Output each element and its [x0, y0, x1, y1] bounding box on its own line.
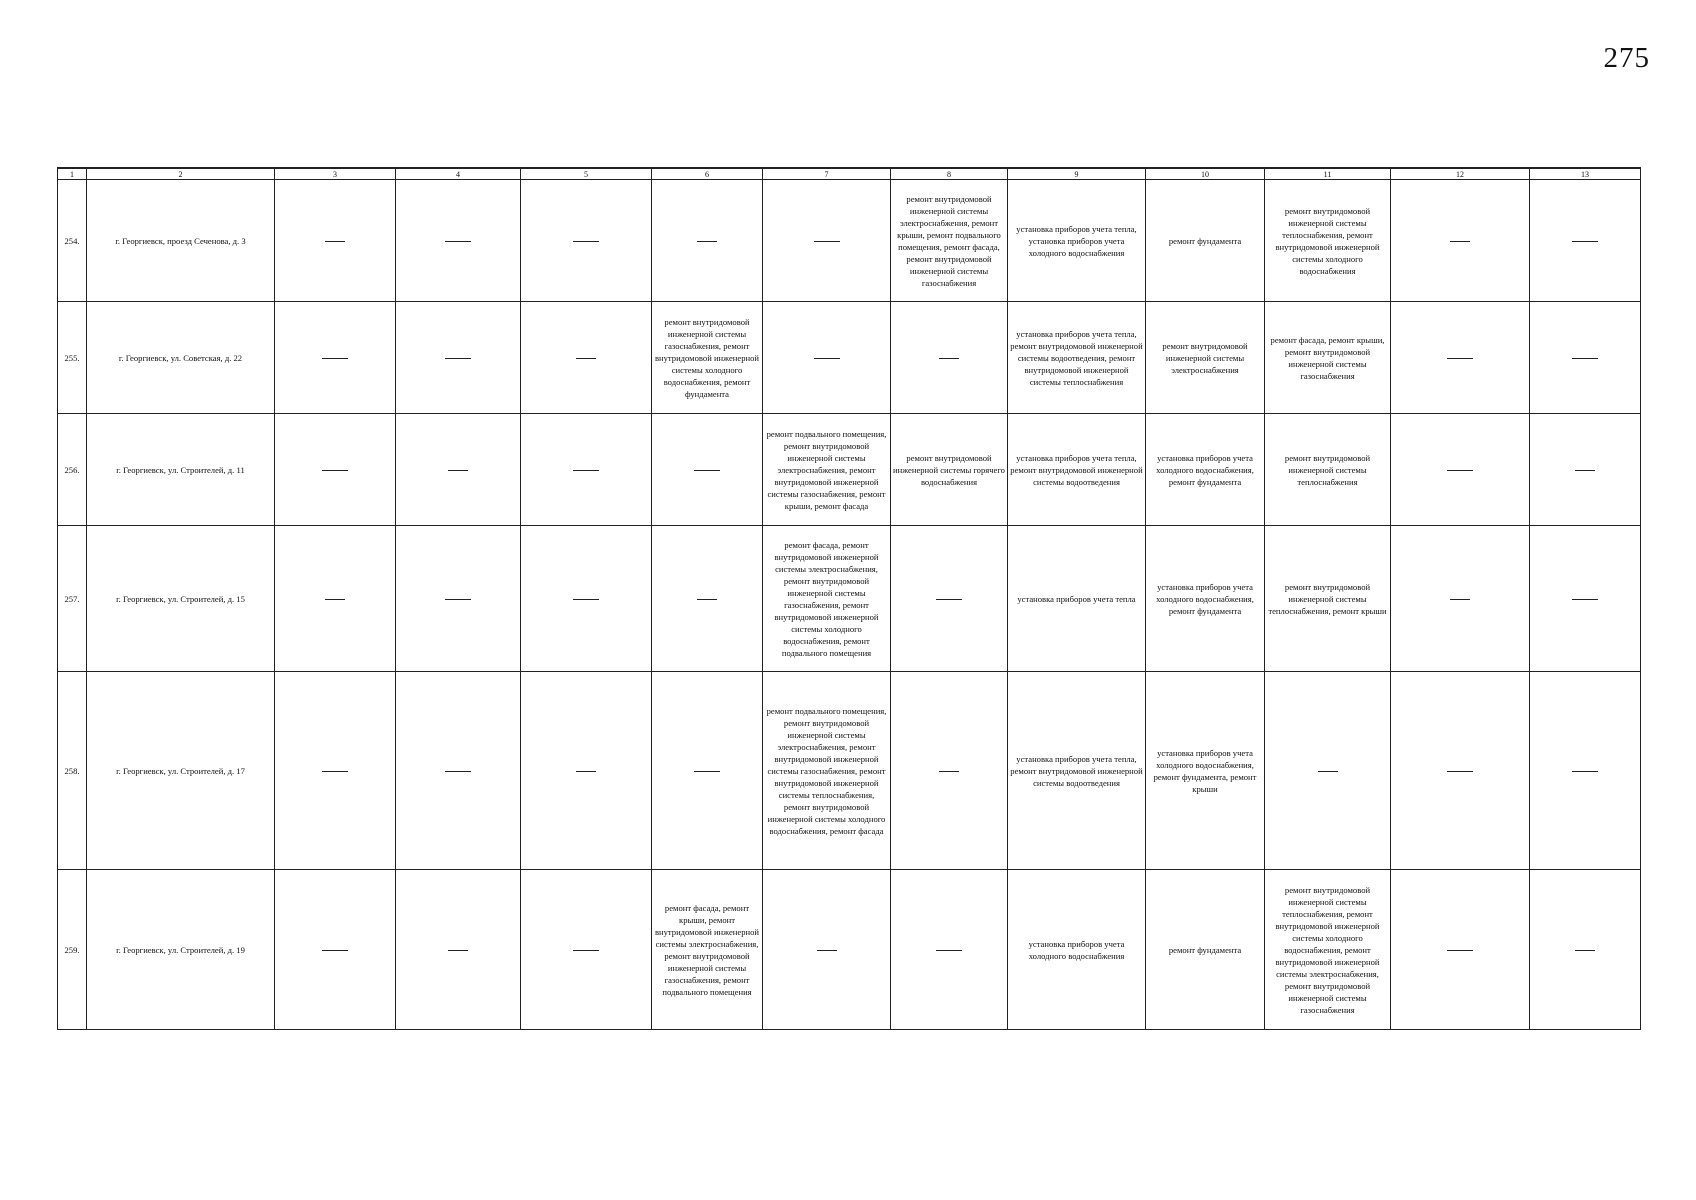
- empty-dash-cell: [1530, 870, 1641, 1030]
- work-description-cell: установка приборов учета холодного водоснабжения, ремонт фундамента: [1146, 414, 1265, 526]
- empty-dash-cell: [396, 302, 521, 414]
- empty-dash-cell: [1265, 672, 1391, 870]
- work-description-cell: ремонт внутридомовой инженерной системы теплоснабжения: [1265, 414, 1391, 526]
- address-cell: г. Георгиевск, ул. Строителей, д. 19: [87, 870, 275, 1030]
- work-description-cell: установка приборов учета тепла, ремонт внутридомовой инженерной системы водоотведения: [1008, 672, 1146, 870]
- dash-mark: [325, 241, 345, 242]
- column-number: 13: [1530, 168, 1641, 180]
- dash-mark: [939, 358, 959, 359]
- empty-dash-cell: [652, 180, 763, 302]
- column-number: 7: [763, 168, 891, 180]
- dash-mark: [694, 771, 720, 772]
- column-number: 2: [87, 168, 275, 180]
- empty-dash-cell: [275, 526, 396, 672]
- dash-mark: [1447, 950, 1473, 951]
- empty-dash-cell: [1391, 870, 1530, 1030]
- dash-mark: [1572, 771, 1598, 772]
- work-description-cell: установка приборов учета тепла, ремонт внутридомовой инженерной системы водоотведения: [1008, 414, 1146, 526]
- empty-dash-cell: [396, 414, 521, 526]
- column-number: 1: [58, 168, 87, 180]
- work-description-cell: установка приборов учета тепла, установка приборов учета холодного водоснабжения: [1008, 180, 1146, 302]
- dash-mark: [814, 358, 840, 359]
- dash-mark: [1318, 771, 1338, 772]
- address-cell: г. Георгиевск, ул. Строителей, д. 11: [87, 414, 275, 526]
- dash-mark: [325, 599, 345, 600]
- empty-dash-cell: [521, 870, 652, 1030]
- work-description-cell: ремонт фасада, ремонт крыши, ремонт внутридомовой инженерной системы газоснабжения: [1265, 302, 1391, 414]
- empty-dash-cell: [763, 302, 891, 414]
- empty-dash-cell: [521, 302, 652, 414]
- column-number: 6: [652, 168, 763, 180]
- dash-mark: [573, 950, 599, 951]
- dash-mark: [445, 241, 471, 242]
- work-description-cell: ремонт фасада, ремонт крыши, ремонт внутридомовой инженерной системы электроснабжения, ремонт внутридомовой инженерной системы газоснабжения, ремонт подвального помещения: [652, 870, 763, 1030]
- dash-mark: [694, 470, 720, 471]
- empty-dash-cell: [396, 526, 521, 672]
- empty-dash-cell: [1530, 302, 1641, 414]
- table-row: [58, 180, 1641, 302]
- dash-mark: [576, 358, 596, 359]
- empty-dash-cell: [396, 180, 521, 302]
- work-description-cell: ремонт внутридомовой инженерной системы теплоснабжения, ремонт внутридомовой инженерной системы холодного водоснабжения, ремонт внутридомовой инженерной системы электроснабжения, ремонт внутридомовой инженерной системы газоснабжения: [1265, 870, 1391, 1030]
- empty-dash-cell: [1391, 180, 1530, 302]
- dash-mark: [1450, 241, 1470, 242]
- empty-dash-cell: [1530, 414, 1641, 526]
- dash-mark: [1572, 241, 1598, 242]
- work-description-cell: установка приборов учета холодного водоснабжения, ремонт фундамента: [1146, 526, 1265, 672]
- column-number: 11: [1265, 168, 1391, 180]
- dash-mark: [817, 950, 837, 951]
- empty-dash-cell: [275, 302, 396, 414]
- table-row: [58, 672, 1641, 870]
- table-row: [58, 302, 1641, 414]
- dash-mark: [936, 599, 962, 600]
- empty-dash-cell: [396, 870, 521, 1030]
- empty-dash-cell: [275, 870, 396, 1030]
- empty-dash-cell: [521, 414, 652, 526]
- dash-mark: [573, 241, 599, 242]
- dash-mark: [1575, 470, 1595, 471]
- dash-mark: [1447, 470, 1473, 471]
- address-cell: г. Георгиевск, ул. Строителей, д. 17: [87, 672, 275, 870]
- empty-dash-cell: [275, 672, 396, 870]
- row-number: 255.: [58, 302, 87, 414]
- empty-dash-cell: [652, 672, 763, 870]
- empty-dash-cell: [1391, 526, 1530, 672]
- work-description-cell: ремонт внутридомовой инженерной системы газоснабжения, ремонт внутридомовой инженерной системы холодного водоснабжения, ремонт фундамента: [652, 302, 763, 414]
- address-cell: г. Георгиевск, проезд Сеченова, д. 3: [87, 180, 275, 302]
- column-number: 3: [275, 168, 396, 180]
- empty-dash-cell: [652, 526, 763, 672]
- row-number: 256.: [58, 414, 87, 526]
- dash-mark: [445, 771, 471, 772]
- dash-mark: [1447, 358, 1473, 359]
- empty-dash-cell: [1530, 526, 1641, 672]
- column-number: 4: [396, 168, 521, 180]
- repair-schedule-table: [57, 167, 1641, 1030]
- empty-dash-cell: [396, 672, 521, 870]
- dash-mark: [697, 599, 717, 600]
- column-number: 8: [891, 168, 1008, 180]
- column-number: 9: [1008, 168, 1146, 180]
- column-number-row: [58, 168, 1641, 180]
- empty-dash-cell: [891, 870, 1008, 1030]
- work-description-cell: ремонт фундамента: [1146, 870, 1265, 1030]
- empty-dash-cell: [275, 180, 396, 302]
- column-number: 12: [1391, 168, 1530, 180]
- work-description-cell: ремонт внутридомовой инженерной системы электроснабжения: [1146, 302, 1265, 414]
- work-description-cell: установка приборов учета холодного водоснабжения, ремонт фундамента, ремонт крыши: [1146, 672, 1265, 870]
- empty-dash-cell: [275, 414, 396, 526]
- empty-dash-cell: [891, 672, 1008, 870]
- empty-dash-cell: [1391, 302, 1530, 414]
- empty-dash-cell: [521, 526, 652, 672]
- dash-mark: [814, 241, 840, 242]
- work-description-cell: установка приборов учета тепла, ремонт внутридомовой инженерной системы водоотведения, ремонт внутридомовой инженерной системы теплоснабжения: [1008, 302, 1146, 414]
- work-description-cell: ремонт фасада, ремонт внутридомовой инженерной системы электроснабжения, ремонт внутридомовой инженерной системы газоснабжения, ремонт внутридомовой инженерной системы холодного водоснабжения, ремонт подвального помещения: [763, 526, 891, 672]
- dash-mark: [445, 599, 471, 600]
- dash-mark: [322, 358, 348, 359]
- work-description-cell: ремонт внутридомовой инженерной системы горячего водоснабжения: [891, 414, 1008, 526]
- work-description-cell: установка приборов учета тепла: [1008, 526, 1146, 672]
- work-description-cell: ремонт внутридомовой инженерной системы теплоснабжения, ремонт внутридомовой инженерной системы холодного водоснабжения: [1265, 180, 1391, 302]
- empty-dash-cell: [1391, 672, 1530, 870]
- empty-dash-cell: [763, 180, 891, 302]
- empty-dash-cell: [652, 414, 763, 526]
- dash-mark: [939, 771, 959, 772]
- address-cell: г. Георгиевск, ул. Советская, д. 22: [87, 302, 275, 414]
- address-cell: г. Георгиевск, ул. Строителей, д. 15: [87, 526, 275, 672]
- work-description-cell: ремонт фундамента: [1146, 180, 1265, 302]
- dash-mark: [448, 950, 468, 951]
- row-number: 259.: [58, 870, 87, 1030]
- empty-dash-cell: [521, 672, 652, 870]
- work-description-cell: ремонт подвального помещения, ремонт внутридомовой инженерной системы электроснабжения, ремонт внутридомовой инженерной системы газоснабжения, ремонт внутридомовой инженерной системы теплоснабжения, ремонт внутридомовой инженерной системы холодного водоснабжения, ремонт фасада: [763, 672, 891, 870]
- table-row: [58, 526, 1641, 672]
- empty-dash-cell: [1530, 180, 1641, 302]
- table-row: [58, 414, 1641, 526]
- dash-mark: [573, 599, 599, 600]
- dash-mark: [322, 950, 348, 951]
- dash-mark: [1572, 358, 1598, 359]
- dash-mark: [448, 470, 468, 471]
- work-description-cell: ремонт внутридомовой инженерной системы теплоснабжения, ремонт крыши: [1265, 526, 1391, 672]
- row-number: 254.: [58, 180, 87, 302]
- dash-mark: [936, 950, 962, 951]
- dash-mark: [573, 470, 599, 471]
- empty-dash-cell: [1530, 672, 1641, 870]
- page-number: 275: [1603, 42, 1650, 74]
- empty-dash-cell: [521, 180, 652, 302]
- work-description-cell: установка приборов учета холодного водоснабжения: [1008, 870, 1146, 1030]
- dash-mark: [1450, 599, 1470, 600]
- table-row: [58, 870, 1641, 1030]
- row-number: 257.: [58, 526, 87, 672]
- empty-dash-cell: [1391, 414, 1530, 526]
- column-number: 10: [1146, 168, 1265, 180]
- dash-mark: [1572, 599, 1598, 600]
- dash-mark: [1575, 950, 1595, 951]
- dash-mark: [1447, 771, 1473, 772]
- work-description-cell: ремонт внутридомовой инженерной системы электроснабжения, ремонт крыши, ремонт подвального помещения, ремонт фасада, ремонт внутридомовой инженерной системы газоснабжения: [891, 180, 1008, 302]
- row-number: 258.: [58, 672, 87, 870]
- empty-dash-cell: [891, 302, 1008, 414]
- dash-mark: [322, 771, 348, 772]
- empty-dash-cell: [891, 526, 1008, 672]
- dash-mark: [576, 771, 596, 772]
- empty-dash-cell: [763, 870, 891, 1030]
- dash-mark: [322, 470, 348, 471]
- work-description-cell: ремонт подвального помещения, ремонт внутридомовой инженерной системы электроснабжения, ремонт внутридомовой инженерной системы газоснабжения, ремонт крыши, ремонт фасада: [763, 414, 891, 526]
- dash-mark: [697, 241, 717, 242]
- column-number: 5: [521, 168, 652, 180]
- dash-mark: [445, 358, 471, 359]
